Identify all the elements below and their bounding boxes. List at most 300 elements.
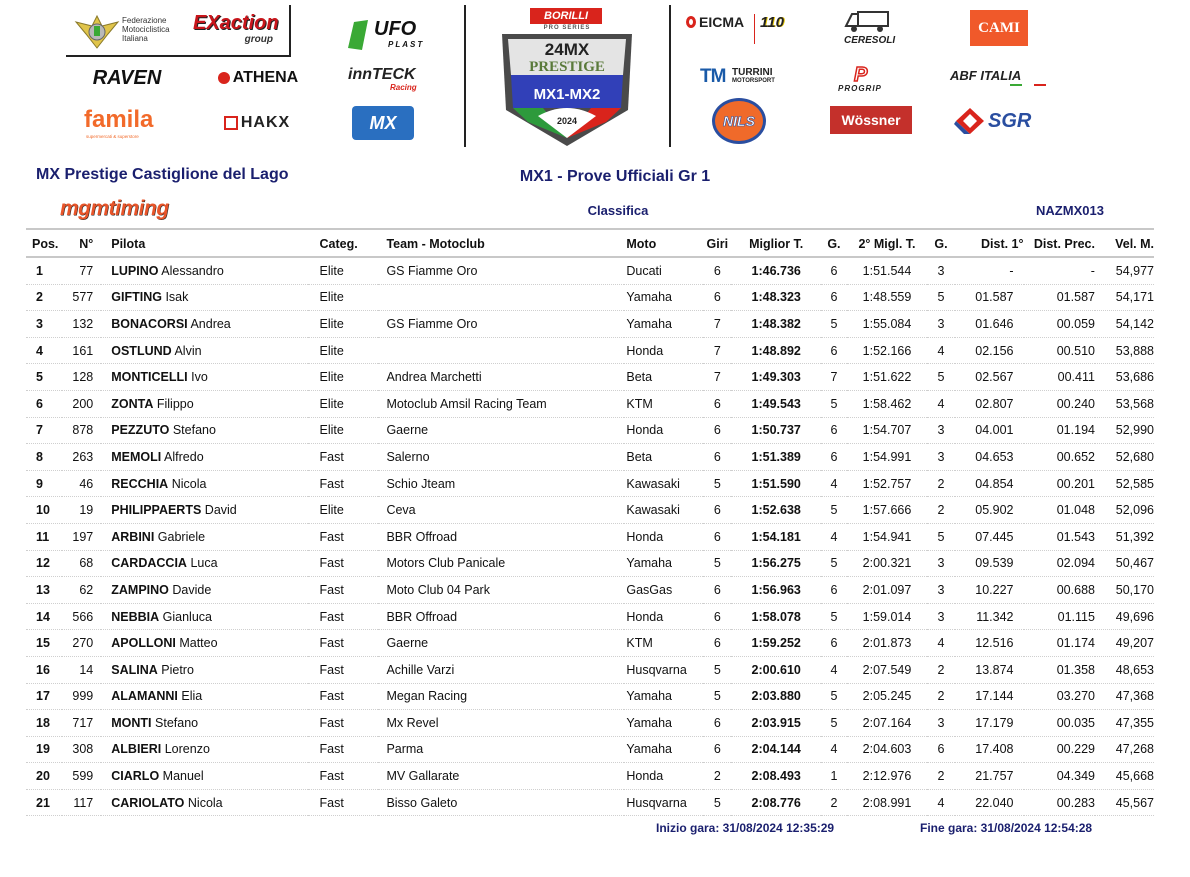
- pro-series-text: PRO SERIES: [543, 25, 591, 31]
- row-categ: Fast: [308, 603, 379, 630]
- row-pos: 14: [26, 603, 62, 630]
- ufo-logo: [344, 16, 430, 54]
- row-dist1: 12.516: [955, 630, 1024, 657]
- row-num: 161: [62, 337, 101, 364]
- race-end: Fine gara: 31/08/2024 12:54:28: [920, 821, 1093, 835]
- row-pos: 19: [26, 736, 62, 763]
- col-second: 2° Migl. T.: [847, 232, 928, 257]
- hakx-text: HAKX: [240, 114, 291, 131]
- row-categ: Fast: [308, 763, 379, 790]
- row-moto: Kawasaki: [624, 470, 703, 497]
- row-pilota: [101, 390, 307, 417]
- cami-logo: [970, 10, 1028, 46]
- borilli-badge: [530, 8, 602, 24]
- table-row: [26, 577, 1154, 604]
- row-vel: 45,567: [1095, 789, 1154, 816]
- row-g2: 6: [927, 736, 954, 763]
- row-g1: 6: [821, 337, 846, 364]
- row-vel: 50,467: [1095, 550, 1154, 577]
- nils-logo: [712, 98, 766, 144]
- pilot-firstname: Andrea: [190, 316, 231, 331]
- row-g1: 6: [821, 284, 846, 311]
- famila-logo: [84, 106, 162, 142]
- pilot-firstname: David: [204, 503, 237, 518]
- pilot-lastname: CIARLO: [111, 769, 160, 784]
- row-moto: Husqvarna: [624, 656, 703, 683]
- row-g1: 2: [821, 789, 846, 816]
- table-row: [26, 789, 1154, 816]
- row-pilota: [101, 683, 307, 710]
- row-giri: 5: [703, 550, 731, 577]
- col-g1: G.: [821, 232, 846, 257]
- hakx-logo: [215, 112, 299, 134]
- row-num: 200: [62, 390, 101, 417]
- year-text: 2024: [556, 116, 578, 126]
- header-separator-right: [669, 5, 671, 147]
- row-giri: 6: [703, 710, 731, 737]
- row-second: 1:54.991: [847, 444, 928, 471]
- table-row: [26, 444, 1154, 471]
- table-row: [26, 284, 1154, 311]
- row-pos: 11: [26, 523, 62, 550]
- row-dist1: 02.567: [955, 364, 1024, 391]
- pilot-firstname: Stefano: [172, 423, 216, 438]
- row-giri: 6: [703, 630, 731, 657]
- row-team: [378, 284, 624, 311]
- ufo-sub: PLAST: [388, 40, 425, 49]
- row-second: 1:52.166: [847, 337, 928, 364]
- row-dist1: 17.179: [955, 710, 1024, 737]
- row-g2: 5: [927, 364, 954, 391]
- col-best: Miglior T.: [731, 232, 821, 257]
- table-header-row: [26, 232, 1154, 257]
- row-vel: 52,096: [1095, 497, 1154, 524]
- row-second: 1:54.707: [847, 417, 928, 444]
- row-g2: 3: [927, 710, 954, 737]
- row-dist1: 07.445: [955, 523, 1024, 550]
- row-vel: 54,142: [1095, 311, 1154, 338]
- row-best: 1:48.892: [731, 337, 821, 364]
- table-row: [26, 311, 1154, 338]
- row-distprec: 02.094: [1024, 550, 1095, 577]
- row-dist1: 04.854: [955, 470, 1024, 497]
- table-row: [26, 390, 1154, 417]
- row-g1: 6: [821, 417, 846, 444]
- row-distprec: 00.240: [1024, 390, 1095, 417]
- row-num: 308: [62, 736, 101, 763]
- row-distprec: 03.270: [1024, 683, 1095, 710]
- row-second: 2:12.976: [847, 763, 928, 790]
- row-best: 2:08.776: [731, 789, 821, 816]
- row-dist1: 10.227: [955, 577, 1024, 604]
- row-categ: Elite: [308, 311, 379, 338]
- row-vel: 53,568: [1095, 390, 1154, 417]
- row-g1: 6: [821, 444, 846, 471]
- row-best: 1:48.323: [731, 284, 821, 311]
- row-dist1: 21.757: [955, 763, 1024, 790]
- row-team: MV Gallarate: [378, 763, 624, 790]
- row-giri: 5: [703, 656, 731, 683]
- pilot-lastname: ARBINI: [111, 529, 155, 544]
- col-vel: Vel. M.: [1095, 232, 1154, 257]
- row-categ: Fast: [308, 444, 379, 471]
- row-categ: Fast: [308, 656, 379, 683]
- mx-blue-logo: [352, 106, 414, 140]
- row-categ: Elite: [308, 284, 379, 311]
- row-g1: 6: [821, 257, 846, 284]
- row-distprec: 00.059: [1024, 311, 1095, 338]
- pilot-lastname: CARIOLATO: [111, 795, 185, 810]
- row-best: 1:48.382: [731, 311, 821, 338]
- row-dist1: 04.001: [955, 417, 1024, 444]
- row-giri: 5: [703, 789, 731, 816]
- row-second: 1:59.014: [847, 603, 928, 630]
- pilot-lastname: PEZZUTO: [111, 423, 170, 438]
- row-best: 2:00.610: [731, 656, 821, 683]
- row-dist1: 04.653: [955, 444, 1024, 471]
- row-team: Salerno: [378, 444, 624, 471]
- row-pilota: [101, 656, 307, 683]
- row-moto: Kawasaki: [624, 497, 703, 524]
- row-giri: 6: [703, 390, 731, 417]
- row-giri: 6: [703, 417, 731, 444]
- pilot-lastname: OSTLUND: [111, 343, 172, 358]
- header-bracket-vline: [289, 5, 291, 57]
- pilot-lastname: CARDACCIA: [111, 556, 187, 571]
- row-pos: 21: [26, 789, 62, 816]
- row-pilota: [101, 550, 307, 577]
- row-distprec: -: [1024, 257, 1095, 284]
- mgmtiming-logo: [60, 197, 202, 221]
- row-g2: 3: [927, 577, 954, 604]
- row-g2: 3: [927, 311, 954, 338]
- row-pos: 7: [26, 417, 62, 444]
- row-giri: 7: [703, 311, 731, 338]
- row-pilota: [101, 630, 307, 657]
- row-dist1: -: [955, 257, 1024, 284]
- raven-text: RAVEN: [92, 66, 162, 89]
- row-second: 1:58.462: [847, 390, 928, 417]
- row-distprec: 00.201: [1024, 470, 1095, 497]
- row-pos: 8: [26, 444, 62, 471]
- pilot-lastname: ALAMANNI: [111, 689, 178, 704]
- row-moto: Honda: [624, 603, 703, 630]
- pilot-firstname: Manuel: [162, 769, 204, 784]
- row-best: 1:51.389: [731, 444, 821, 471]
- row-vel: 52,990: [1095, 417, 1154, 444]
- table-row: [26, 523, 1154, 550]
- row-moto: Husqvarna: [624, 789, 703, 816]
- row-categ: Elite: [308, 257, 379, 284]
- row-categ: Fast: [308, 736, 379, 763]
- ranking-subtitle: Classifica: [587, 203, 649, 218]
- fmi-line1: Federazione: [122, 16, 167, 25]
- row-distprec: 00.035: [1024, 710, 1095, 737]
- row-dist1: 13.874: [955, 656, 1024, 683]
- famila-main: famila: [84, 106, 154, 133]
- eicma-110-text: 110: [760, 14, 784, 31]
- row-vel: 53,686: [1095, 364, 1154, 391]
- row-team: GS Fiamme Oro: [378, 257, 624, 284]
- row-categ: Elite: [308, 337, 379, 364]
- row-g1: 5: [821, 497, 846, 524]
- mgmtiming-text: mgmtiming: [60, 197, 169, 220]
- row-g1: 5: [821, 683, 846, 710]
- pilot-firstname: Pietro: [161, 662, 194, 677]
- row-g2: 3: [927, 417, 954, 444]
- pilot-firstname: Elia: [181, 689, 203, 704]
- row-categ: Elite: [308, 417, 379, 444]
- row-vel: 54,977: [1095, 257, 1154, 284]
- row-num: 68: [62, 550, 101, 577]
- row-g1: 1: [821, 763, 846, 790]
- row-categ: Fast: [308, 550, 379, 577]
- row-pos: 13: [26, 577, 62, 604]
- pilot-lastname: MONTI: [111, 715, 152, 730]
- eicma-logo: [686, 12, 790, 46]
- row-best: 1:51.590: [731, 470, 821, 497]
- row-vel: 54,171: [1095, 284, 1154, 311]
- row-g2: 5: [927, 284, 954, 311]
- table-row: [26, 550, 1154, 577]
- header-divider: [26, 228, 1154, 230]
- pilot-lastname: SALINA: [111, 662, 158, 677]
- row-distprec: 00.283: [1024, 789, 1095, 816]
- row-pos: 17: [26, 683, 62, 710]
- row-team: BBR Offroad: [378, 603, 624, 630]
- table-row: [26, 364, 1154, 391]
- row-pos: 12: [26, 550, 62, 577]
- row-pilota: [101, 444, 307, 471]
- row-num: 46: [62, 470, 101, 497]
- table-row: [26, 763, 1154, 790]
- row-best: 1:52.638: [731, 497, 821, 524]
- row-second: 2:05.245: [847, 683, 928, 710]
- row-giri: 6: [703, 497, 731, 524]
- row-team: Ceva: [378, 497, 624, 524]
- pilot-lastname: RECCHIA: [111, 476, 169, 491]
- sgr-diamond-icon: [954, 106, 986, 136]
- row-g1: 6: [821, 577, 846, 604]
- row-categ: Elite: [308, 497, 379, 524]
- row-giri: 6: [703, 736, 731, 763]
- row-giri: 5: [703, 683, 731, 710]
- col-pilota: Pilota: [101, 232, 307, 257]
- row-team: Achille Varzi: [378, 656, 624, 683]
- row-team: Motors Club Panicale: [378, 550, 624, 577]
- row-team: [378, 337, 624, 364]
- row-vel: 45,668: [1095, 763, 1154, 790]
- row-dist1: 01.587: [955, 284, 1024, 311]
- col-team: Team - Motoclub: [378, 232, 624, 257]
- turrini-tm: TM: [700, 66, 726, 87]
- results-table: [26, 232, 1154, 816]
- row-g1: 4: [821, 656, 846, 683]
- row-pos: 9: [26, 470, 62, 497]
- row-team: BBR Offroad: [378, 523, 624, 550]
- row-num: 717: [62, 710, 101, 737]
- pilot-firstname: Isak: [165, 290, 189, 305]
- athena-text: ATHENA: [232, 69, 299, 86]
- table-row: [26, 417, 1154, 444]
- row-num: 132: [62, 311, 101, 338]
- pilot-firstname: Alessandro: [161, 263, 224, 278]
- pilot-lastname: BONACORSI: [111, 316, 188, 331]
- exaction-sub: group: [244, 34, 273, 45]
- row-num: 128: [62, 364, 101, 391]
- fmi-emblem-icon: [74, 12, 120, 50]
- eicma-divider: [754, 14, 755, 44]
- row-distprec: 00.411: [1024, 364, 1095, 391]
- row-giri: 6: [703, 577, 731, 604]
- row-dist1: 01.646: [955, 311, 1024, 338]
- row-categ: Fast: [308, 630, 379, 657]
- row-num: 999: [62, 683, 101, 710]
- ufo-main: UFO: [374, 18, 417, 40]
- row-team: Motoclub Amsil Racing Team: [378, 390, 624, 417]
- row-giri: 6: [703, 444, 731, 471]
- row-moto: Honda: [624, 337, 703, 364]
- row-best: 1:46.736: [731, 257, 821, 284]
- col-dist1: Dist. 1°: [955, 232, 1024, 257]
- row-moto: GasGas: [624, 577, 703, 604]
- row-best: 2:08.493: [731, 763, 821, 790]
- row-giri: 7: [703, 337, 731, 364]
- athena-icon: [218, 72, 230, 84]
- table-row: [26, 736, 1154, 763]
- innteck-logo: [348, 66, 428, 98]
- row-moto: KTM: [624, 390, 703, 417]
- row-best: 1:54.181: [731, 523, 821, 550]
- row-giri: 6: [703, 603, 731, 630]
- row-categ: Fast: [308, 470, 379, 497]
- abf-logo: [950, 68, 1050, 90]
- row-g2: 2: [927, 497, 954, 524]
- row-g2: 4: [927, 789, 954, 816]
- row-giri: 5: [703, 470, 731, 497]
- row-num: 197: [62, 523, 101, 550]
- exaction-logo: [193, 12, 279, 48]
- row-team: Andrea Marchetti: [378, 364, 624, 391]
- row-categ: Fast: [308, 523, 379, 550]
- row-team: GS Fiamme Oro: [378, 311, 624, 338]
- row-dist1: 11.342: [955, 603, 1024, 630]
- col-g2: G.: [927, 232, 954, 257]
- row-pilota: [101, 710, 307, 737]
- pilot-firstname: Davide: [172, 582, 212, 597]
- row-pos: 16: [26, 656, 62, 683]
- col-num: N°: [62, 232, 101, 257]
- row-distprec: 00.229: [1024, 736, 1095, 763]
- row-best: 1:49.543: [731, 390, 821, 417]
- row-vel: 48,653: [1095, 656, 1154, 683]
- ufo-wing-icon: [344, 18, 370, 52]
- row-giri: 6: [703, 523, 731, 550]
- header-separator-left: [464, 5, 466, 147]
- turrini-logo: [700, 66, 780, 88]
- row-pilota: [101, 763, 307, 790]
- row-vel: 52,585: [1095, 470, 1154, 497]
- row-distprec: 01.587: [1024, 284, 1095, 311]
- mx1mx2-text: MX1-MX2: [533, 86, 601, 103]
- row-second: 1:57.666: [847, 497, 928, 524]
- row-g1: 5: [821, 390, 846, 417]
- row-vel: 47,268: [1095, 736, 1154, 763]
- row-vel: 47,355: [1095, 710, 1154, 737]
- table-row: [26, 656, 1154, 683]
- row-categ: Elite: [308, 364, 379, 391]
- pilot-firstname: Ivo: [191, 370, 208, 385]
- table-row: [26, 470, 1154, 497]
- row-pos: 18: [26, 710, 62, 737]
- borilli-text: BORILLI: [544, 10, 588, 22]
- pilot-firstname: Filippo: [156, 396, 194, 411]
- row-distprec: 00.688: [1024, 577, 1095, 604]
- row-g1: 7: [821, 364, 846, 391]
- ceresoli-logo: [840, 8, 912, 50]
- row-moto: Yamaha: [624, 710, 703, 737]
- fmi-line2: Motociclistica: [122, 25, 170, 34]
- row-moto: Yamaha: [624, 736, 703, 763]
- pilot-firstname: Alvin: [174, 343, 202, 358]
- row-second: 1:51.544: [847, 257, 928, 284]
- row-best: 2:03.915: [731, 710, 821, 737]
- row-vel: 47,368: [1095, 683, 1154, 710]
- mx-blue-text: MX: [369, 112, 397, 133]
- session-title: MX1 - Prove Ufficiali Gr 1: [519, 168, 711, 185]
- pilot-lastname: ALBIERI: [111, 742, 162, 757]
- col-moto: Moto: [624, 232, 703, 257]
- row-g1: 5: [821, 603, 846, 630]
- row-best: 2:03.880: [731, 683, 821, 710]
- row-distprec: 00.510: [1024, 337, 1095, 364]
- row-pos: 20: [26, 763, 62, 790]
- row-dist1: 17.408: [955, 736, 1024, 763]
- innteck-sub: Racing: [390, 83, 417, 92]
- pilot-lastname: MONTICELLI: [111, 370, 188, 385]
- row-moto: Beta: [624, 364, 703, 391]
- row-dist1: 05.902: [955, 497, 1024, 524]
- wossner-text: Wössner: [841, 112, 901, 128]
- pilot-lastname: ZAMPINO: [111, 582, 169, 597]
- row-categ: Fast: [308, 710, 379, 737]
- row-vel: 51,392: [1095, 523, 1154, 550]
- pilot-lastname: APOLLONI: [111, 636, 176, 651]
- row-best: 1:59.252: [731, 630, 821, 657]
- row-g1: 5: [821, 311, 846, 338]
- row-num: 878: [62, 417, 101, 444]
- row-second: 1:55.084: [847, 311, 928, 338]
- row-g2: 2: [927, 656, 954, 683]
- row-pos: 1: [26, 257, 62, 284]
- row-num: 62: [62, 577, 101, 604]
- row-pilota: [101, 311, 307, 338]
- row-num: 117: [62, 789, 101, 816]
- row-g2: 5: [927, 523, 954, 550]
- row-dist1: 09.539: [955, 550, 1024, 577]
- row-g2: 4: [927, 390, 954, 417]
- innteck-main: innTECK: [348, 66, 416, 83]
- row-pilota: [101, 577, 307, 604]
- exaction-main: EXaction: [193, 12, 279, 34]
- fmi-line3: Italiana: [122, 34, 148, 43]
- row-pilota: [101, 284, 307, 311]
- row-pilota: [101, 736, 307, 763]
- prestige-badge: [498, 6, 636, 148]
- row-pilota: [101, 257, 307, 284]
- row-num: 14: [62, 656, 101, 683]
- abf-text: ABF ITALIA: [950, 68, 1022, 83]
